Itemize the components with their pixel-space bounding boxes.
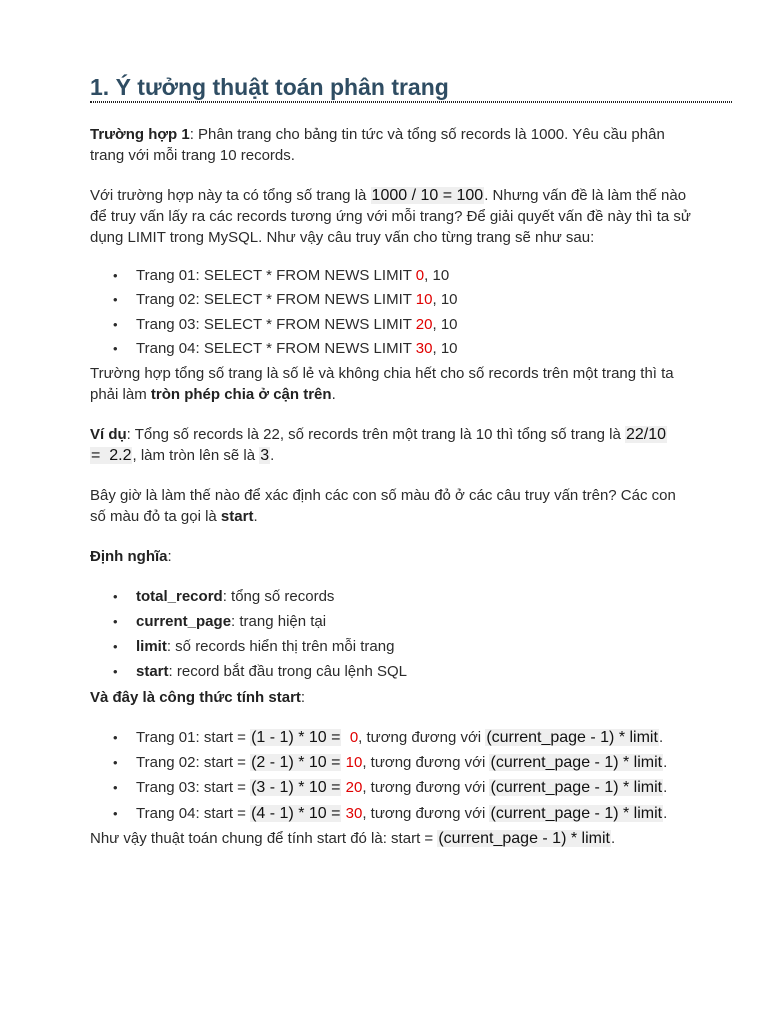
intro-text-a: Với trường hợp này ta có tổng số trang là — [90, 187, 371, 204]
definition-colon: : — [167, 548, 172, 565]
query-suffix: , 10 — [432, 316, 458, 333]
formula-end: . — [663, 779, 668, 796]
formula-prefix: Trang 01: start = — [136, 729, 251, 746]
query-item — [136, 289, 458, 310]
definition-item — [136, 636, 394, 657]
formula-value: 30 — [345, 805, 363, 822]
formula-value: 10 — [345, 754, 363, 771]
query-item — [136, 338, 458, 359]
formula-item — [136, 777, 667, 798]
example-division: 22/10 — [626, 426, 667, 443]
formula-item — [136, 803, 667, 824]
query-offset: 20 — [415, 316, 433, 333]
rounding-text-b: . — [331, 386, 336, 403]
formula-mid: , tương đương với — [362, 805, 490, 822]
case1-text-b: trang với mỗi trang 10 records. — [90, 147, 295, 164]
example-paragraph — [90, 424, 730, 466]
formula-general: (current_page - 1) * limit — [490, 754, 663, 771]
query-item — [136, 314, 458, 335]
query-suffix: , 10 — [432, 340, 458, 357]
definition-desc: : record bắt đầu trong câu lệnh SQL — [168, 663, 407, 680]
rounding-text-a: phải làm — [90, 386, 151, 403]
intro-line-3: dụng LIMIT trong MySQL. Như vậy câu truy vấn cho từng trang sẽ như sau: — [90, 229, 595, 246]
formula-prefix: Trang 04: start = — [136, 805, 251, 822]
formula-end: . — [663, 754, 668, 771]
formula-general: (current_page - 1) * limit — [486, 729, 658, 746]
query-offset: 10 — [415, 291, 433, 308]
formula-value: 0 — [349, 729, 359, 746]
definition-desc: : tổng số records — [222, 588, 335, 605]
intro-text-b: . Nhưng vấn đề là làm thế nào — [484, 187, 687, 204]
query-suffix: , 10 — [432, 291, 458, 308]
start-paragraph — [90, 485, 730, 527]
definition-item — [136, 586, 334, 607]
query-prefix: Trang 04: SELECT * FROM NEWS LIMIT — [136, 340, 416, 357]
formula-mid: , tương đương với — [362, 754, 490, 771]
formula-end: . — [658, 729, 664, 746]
definition-item — [136, 661, 407, 682]
case1-text-a: : Phân trang cho bảng tin tức và tổng số records là 1000. Yêu cầu phân — [189, 126, 665, 143]
definition-term: limit — [136, 638, 167, 655]
section-title: 1. Ý tưởng thuật toán phân trang — [90, 74, 449, 100]
formula-mid: , tương đương với — [362, 779, 490, 796]
example-text-b: , làm tròn lên sẽ là — [132, 447, 260, 464]
formula-general: (current_page - 1) * limit — [490, 805, 663, 822]
formula-expr: (4 - 1) * 10 = — [251, 805, 341, 822]
formula-item — [136, 727, 663, 748]
definition-desc: : trang hiện tại — [231, 613, 327, 630]
formula-heading — [90, 687, 730, 708]
intro-paragraph — [90, 185, 730, 248]
conclusion-formula: (current_page - 1) * limit — [438, 830, 610, 847]
example-rounded: 3 — [260, 447, 270, 464]
definition-term: start — [136, 663, 169, 680]
example-result: = 2.2 — [91, 447, 132, 464]
conclusion-text-b: . — [610, 830, 616, 847]
total-pages-expr: 1000 / 10 = 100 — [371, 187, 484, 204]
definition-label: Định nghĩa — [90, 548, 168, 565]
definition-term: total_record — [136, 588, 223, 605]
title-underline — [90, 101, 732, 103]
start-text-a: số màu đỏ ta gọi là — [90, 508, 221, 525]
formula-expr: (2 - 1) * 10 = — [251, 754, 341, 771]
case1-label: Trường hợp 1 — [90, 126, 190, 143]
definition-item — [136, 611, 326, 632]
formula-prefix: Trang 03: start = — [136, 779, 251, 796]
rounding-paragraph — [90, 363, 730, 405]
definition-term: current_page — [136, 613, 232, 630]
start-line-1: Bây giờ là làm thế nào để xác định các con số màu đỏ ở các câu truy vấn trên? Các con — [90, 487, 676, 504]
formula-heading-colon: : — [300, 689, 306, 706]
conclusion-paragraph — [90, 828, 730, 849]
rounding-line-1: Trường hợp tổng số trang là số lẻ và không chia hết cho số records trên một trang thì ta — [90, 365, 674, 382]
query-item — [136, 265, 449, 286]
formula-mid: , tương đương với — [358, 729, 486, 746]
definition-heading — [90, 546, 730, 567]
formula-item — [136, 752, 667, 773]
formula-prefix: Trang 02: start = — [136, 754, 251, 771]
case1-paragraph — [90, 124, 730, 166]
start-bold: start — [220, 508, 254, 525]
formula-gap — [341, 729, 349, 746]
query-prefix: Trang 03: SELECT * FROM NEWS LIMIT — [136, 316, 416, 333]
formula-general: (current_page - 1) * limit — [490, 779, 663, 796]
query-prefix: Trang 02: SELECT * FROM NEWS LIMIT — [136, 291, 416, 308]
rounding-bold: tròn phép chia ở cận trên — [150, 386, 332, 403]
formula-end: . — [663, 805, 668, 822]
conclusion-text-a: Như vậy thuật toán chung để tính start đó là: start = — [90, 830, 438, 847]
formula-expr: (1 - 1) * 10 = — [251, 729, 341, 746]
query-offset: 0 — [415, 267, 425, 284]
start-text-b: . — [253, 508, 258, 525]
query-prefix: Trang 01: SELECT * FROM NEWS LIMIT — [136, 267, 416, 284]
formula-value: 20 — [345, 779, 363, 796]
formula-expr: (3 - 1) * 10 = — [251, 779, 341, 796]
example-text-a: : Tổng số records là 22, số records trên một trang là 10 thì tổng số trang là — [126, 426, 625, 443]
example-text-c: . — [270, 447, 275, 464]
query-suffix: , 10 — [424, 267, 450, 284]
query-offset: 30 — [415, 340, 433, 357]
example-label: Ví dụ — [90, 426, 127, 443]
formula-heading-label: Và đây là công thức tính start — [90, 689, 301, 706]
definition-desc: : số records hiển thị trên mỗi trang — [166, 638, 395, 655]
intro-line-2: để truy vấn lấy ra các records tương ứng với mỗi trang? Để giải quyết vấn đề này thì ta sử — [90, 208, 691, 225]
